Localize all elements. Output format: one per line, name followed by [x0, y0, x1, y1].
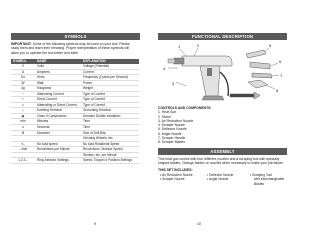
kit-title: THIS SET INCLUDES:: [158, 168, 193, 172]
symbol-cell: ~: [11, 91, 35, 97]
symbol-cell: Hz: [11, 75, 35, 81]
symbol-cell: .../min: [11, 147, 35, 153]
controls-title: CONTROLS AND COMPONENTS:: [158, 106, 212, 110]
col-name: NAME: [35, 59, 81, 64]
kit-item: • Scraper Nozzle: [160, 177, 185, 182]
explanation-cell: Speed, Torque or Position Settings: [81, 158, 139, 164]
kit-item: Blades: [254, 181, 265, 186]
name-cell: Diameter: [35, 130, 81, 136]
kit-item: • Angle Nozzle: [207, 177, 229, 182]
kit-column-3: [250, 173, 290, 186]
callout-6: 6: [279, 59, 282, 64]
symbol-cell: kg: [11, 86, 35, 92]
name-cell: Amperes: [35, 69, 81, 75]
heat-gun-illustration: [160, 42, 286, 106]
intro-line-1: Some of the following symbols may be used on your tool. Please: [32, 42, 130, 46]
symbol-cell: Ø: [11, 130, 35, 136]
control-item: 8. Scraper Blades: [158, 140, 185, 145]
assembly-header: ASSEMBLY: [158, 148, 287, 155]
control-item: 4. Scraper Nozzle: [158, 123, 185, 128]
control-item: 5. Deflector Nozzle: [158, 127, 187, 132]
explanation-cell: Voltage (Potential): [81, 64, 139, 69]
controls-list: [158, 106, 286, 145]
intro-line-3: allow you to operate the tool better and safer.: [11, 50, 79, 55]
symbols-table: [11, 59, 139, 164]
explanation-cell: Size of Drill Bits,: [81, 130, 139, 136]
explanation-cell: Frequency (Cycles per Second): [81, 75, 139, 81]
symbols-table-row: [11, 158, 139, 164]
explanation-cell: Power: [81, 80, 139, 86]
name-cell: Hertz: [35, 75, 81, 81]
symbols-intro: [11, 42, 141, 55]
symbol-cell: V: [11, 64, 35, 69]
control-item: 3. Air Reduction Nozzle: [158, 118, 194, 123]
explanation-cell: Strokes, etc. per Minute: [81, 152, 139, 158]
explanation-cell: Time: [81, 125, 139, 131]
col-explanation: EXPLANATION: [81, 59, 139, 64]
name-cell: Minutes: [35, 119, 81, 125]
name-cell: Seconds: [35, 125, 81, 131]
name-cell: Watt: [35, 80, 81, 86]
kit-item: • Air Reduction Nozzle: [160, 173, 193, 177]
explanation-cell: Type of Current: [81, 91, 139, 97]
assembly-line-1: This heat gun comes with four different nozzles and a scraping tool with specially: [158, 157, 280, 161]
symbols-table-wrap: [11, 59, 139, 164]
assembly-text: [158, 157, 288, 166]
symbol-cell: ⎓: [11, 97, 35, 103]
control-item: 7. Scraper Handle: [158, 136, 186, 141]
explanation-cell: No load Rotational Speed: [81, 141, 139, 147]
name-cell: Earthing Terminal: [35, 108, 81, 114]
explanation-cell: Grinding Wheels, etc.: [81, 136, 139, 142]
symbol-cell: ≂: [11, 102, 35, 108]
callout-4: 4: [163, 66, 166, 71]
explanation-cell: Weight: [81, 86, 139, 92]
explanation-cell: Denotes Double Insulation: [81, 113, 139, 119]
callout-8: 8: [276, 88, 279, 93]
explanation-cell: Grounding Terminal: [81, 108, 139, 114]
assembly-line-2: shaped blades. Change blades or nozzles when necessary to make your job easier.: [158, 161, 284, 166]
kit-column-1: [160, 173, 204, 182]
symbol-cell: ⏚: [11, 108, 35, 114]
nozzles-icon: [246, 50, 272, 88]
symbol-cell: W: [11, 80, 35, 86]
heat-gun-icon: [168, 56, 232, 100]
name-cell: Ring-Selector Settings: [35, 158, 81, 164]
col-symbol: SYMBOL: [11, 59, 35, 64]
name-cell: Alternating or Direct Current: [35, 102, 81, 108]
kit-item: • Scraping Tool: [250, 173, 272, 177]
name-cell: Revolutions per Minute: [35, 147, 81, 153]
name-cell: No load speed: [35, 141, 81, 147]
control-item: 1. Heat Gun: [158, 110, 177, 115]
callout-3: 3: [172, 81, 175, 86]
symbol-cell: A: [11, 69, 35, 75]
kit-item: with interchangeable: [254, 177, 285, 182]
kit-item: • Deflector Nozzle: [207, 173, 234, 177]
symbol-cell: s: [11, 125, 35, 131]
functional-description-header: FUNCTIONAL DESCRIPTION: [158, 33, 287, 40]
explanation-cell: Type of Current: [81, 102, 139, 108]
callout-7: 7: [280, 73, 283, 78]
page-number-left: 9: [94, 222, 96, 226]
name-cell: Direct Current: [35, 97, 81, 103]
scraper-icon: [230, 92, 260, 99]
symbol-cell: min: [11, 119, 35, 125]
callout-1: 1: [178, 44, 181, 49]
name-cell: Class II Construction: [35, 113, 81, 119]
name-cell: Kilograms: [35, 86, 81, 92]
symbol-cell: n₀: [11, 141, 35, 147]
page-number-right: 10: [197, 222, 201, 226]
explanation-cell: Revolutions, Surface Speed,: [81, 147, 139, 153]
symbol-cell: ▣: [11, 113, 35, 119]
kit-column-2: [207, 173, 247, 182]
callout-2: 2: [197, 43, 200, 48]
explanation-cell: Time: [81, 119, 139, 125]
control-item: 2. Stand: [158, 114, 171, 119]
name-cell: Volts: [35, 64, 81, 69]
symbol-cell: 1,2,3...: [11, 158, 35, 164]
symbols-header: SYMBOLS: [11, 33, 140, 40]
explanation-cell: Current: [81, 69, 139, 75]
name-cell: Alternating Current: [35, 91, 81, 97]
intro-line-2: study them and learn their meaning. Proper interpretation of these symbols will: [11, 46, 129, 51]
control-item: 6. Angle Nozzle: [158, 131, 182, 136]
callout-5: 5: [269, 43, 272, 48]
explanation-cell: Type of Current: [81, 97, 139, 103]
important-label: IMPORTANT:: [11, 42, 32, 46]
